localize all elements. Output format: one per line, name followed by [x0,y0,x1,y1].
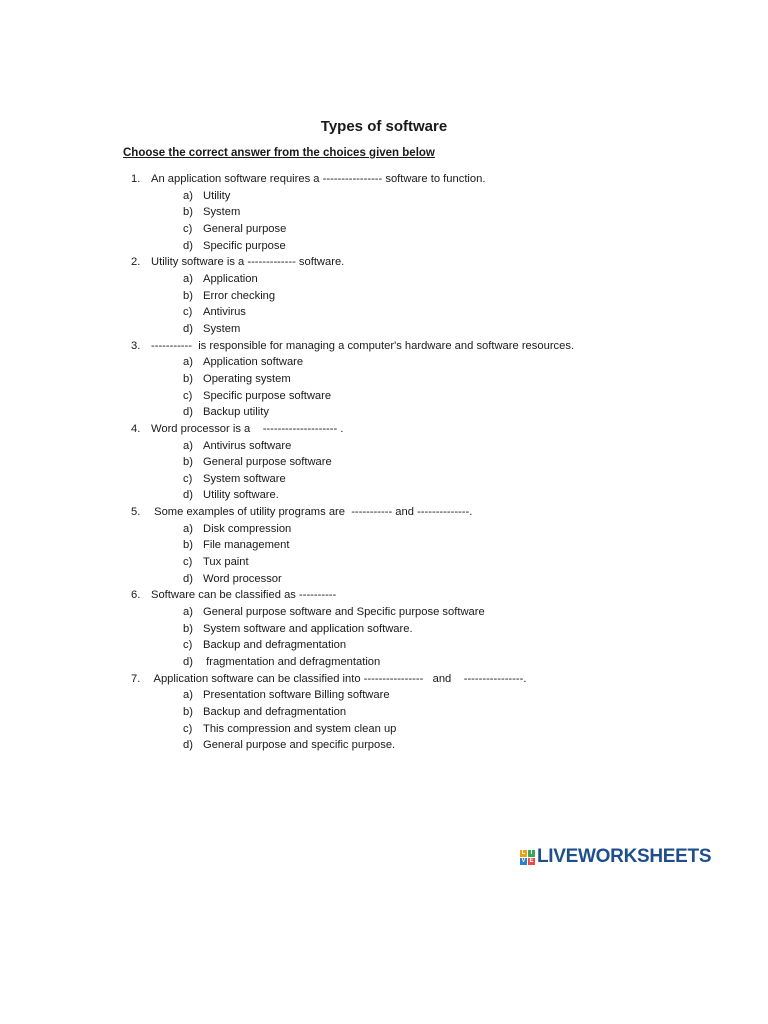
question-item [131,171,691,188]
option-letter: c) [183,722,193,735]
option-text: Word processor [203,572,282,585]
option-letter: b) [183,206,193,219]
answer-option [131,687,691,704]
question-text: Word processor is a -------------------- . [151,422,344,435]
option-text: Utility software. [203,489,279,502]
question-item [131,254,691,271]
question-number: 6. [131,589,141,602]
option-text: System software [203,472,286,485]
question-list [131,171,691,754]
answer-option [131,321,691,338]
question-number: 3. [131,339,141,352]
option-letter: d) [183,656,193,669]
answer-option [131,238,691,255]
answer-option [131,288,691,305]
question-item [131,338,691,355]
option-text: Backup utility [203,406,269,419]
option-letter: b) [183,539,193,552]
option-text: Error checking [203,289,276,302]
option-text: Utility [203,189,231,202]
option-text: This compression and system clean up [203,722,397,735]
option-letter: b) [183,372,193,385]
option-letter: c) [183,639,193,652]
option-text: Disk compression [203,522,292,535]
option-text: File management [203,539,290,552]
answer-option [131,604,691,621]
question-text: ----------- is responsible for managing a computer's hardware and software resources. [151,339,575,352]
option-text: General purpose software [203,456,332,469]
option-letter: d) [183,739,193,752]
option-letter: d) [183,322,193,335]
answer-option [131,571,691,588]
answer-option [131,521,691,538]
answer-option [131,537,691,554]
question-text: Some examples of utility programs are ----------- and --------------. [151,506,473,519]
option-text: General purpose [203,222,287,235]
logo-grid-letter: I [528,850,535,857]
question-number: 2. [131,256,141,269]
option-text: Antivirus [203,306,246,319]
option-text: Antivirus software [203,439,292,452]
answer-option [131,554,691,571]
option-text: System software and application software. [203,622,413,635]
option-letter: d) [183,406,193,419]
option-letter: a) [183,689,193,702]
option-text: Backup and defragmentation [203,639,347,652]
logo-text: LIVEWORKSHEETS [537,846,712,867]
answer-option [131,654,691,671]
answer-option [131,487,691,504]
question-item [131,671,691,688]
option-text: Tux paint [203,556,249,569]
question-number: 1. [131,173,141,185]
option-letter: b) [183,622,193,635]
option-letter: a) [183,522,193,535]
option-text: System [203,206,241,219]
answer-option [131,454,691,471]
option-text: fragmentation and defragmentation [203,656,381,669]
option-letter: a) [183,356,193,369]
option-letter: d) [183,572,193,585]
question-text: Software can be classified as ---------- [151,589,337,602]
option-text: Application software [203,356,304,369]
option-letter: d) [183,239,193,252]
liveworksheets-logo [520,846,711,868]
option-letter: c) [183,222,193,235]
question-item [131,421,691,438]
answer-option [131,438,691,455]
question-item [131,587,691,604]
question-text: Utility software is a ------------- software. [151,256,345,269]
option-text: Presentation software Billing software [203,689,390,702]
option-letter: c) [183,472,193,485]
answer-option [131,304,691,321]
answer-option [131,704,691,721]
answer-option [131,471,691,488]
option-text: Specific purpose software [203,389,332,402]
logo-grid-letter: E [529,857,534,864]
worksheet-instruction: Choose the correct answer from the choices given below [123,147,435,159]
question-number: 4. [131,422,141,435]
option-letter: c) [183,389,193,402]
question-number: 5. [131,506,141,519]
answer-option [131,388,691,405]
option-letter: a) [183,272,193,285]
answer-option [131,737,691,754]
worksheet-title: Types of software [320,118,448,135]
answer-option [131,637,691,654]
option-text: Backup and defragmentation [203,706,347,718]
option-letter: b) [183,289,193,302]
option-letter: c) [183,306,193,319]
option-text: General purpose and specific purpose. [203,739,396,752]
answer-option [131,204,691,221]
answer-option [131,404,691,421]
question-text: Application software can be classified into ---------------- and ----------------. [151,672,527,685]
answer-option [131,371,691,388]
option-letter: a) [183,439,193,452]
question-text: An application software requires a ---------------- software to function. [151,173,486,185]
answer-option [131,354,691,371]
option-text: General purpose software and Specific purpose software [203,606,485,619]
option-letter: b) [183,456,193,469]
option-text: Operating system [203,372,291,385]
logo-grid-letter: L [521,849,526,856]
question-item [131,504,691,521]
option-letter: a) [183,606,193,619]
option-letter: d) [183,489,193,502]
logo-grid-letter: V [521,857,526,864]
answer-option [131,721,691,738]
option-letter: a) [183,189,193,202]
question-number: 7. [131,672,141,685]
option-letter: b) [183,706,193,718]
option-text: Application [203,272,258,285]
answer-option [131,621,691,638]
logo-grid-icon [520,850,535,865]
answer-option [131,221,691,238]
option-letter: c) [183,556,193,569]
option-text: System [203,322,241,335]
option-text: Specific purpose [203,239,286,252]
answer-option [131,188,691,205]
answer-option [131,271,691,288]
